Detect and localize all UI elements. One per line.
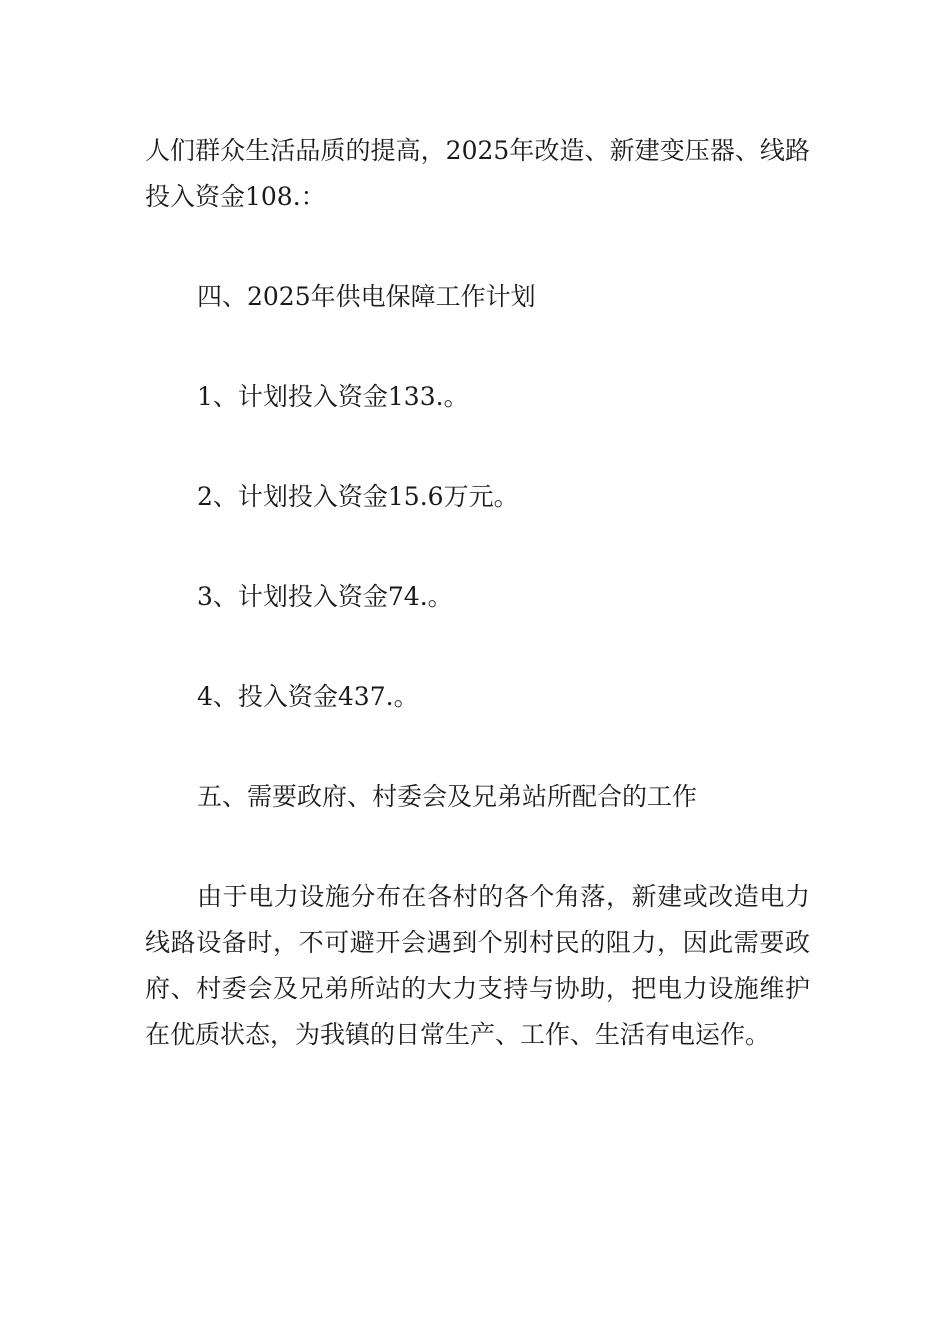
document-body <box>145 128 810 1058</box>
paragraph-continuation: 人们群众生活品质的提高，2025年改造、新建变压器、线路投入资金108.： <box>145 136 810 211</box>
plan-item-4: 4、投入资金437.。 <box>197 682 419 711</box>
paragraph-cooperation: 由于电力设施分布在各村的各个角落，新建或改造电力线路设备时，不可避开会遇到个别村民的阻力，因此需要政府、村委会及兄弟所站的大力支持与协助，把电力设施维护在优质状态，为我镇的日常生产、工作、生活有电运作。 <box>145 882 810 1049</box>
section-heading-four: 四、2025年供电保障工作计划 <box>197 282 536 311</box>
section-heading-five: 五、需要政府、村委会及兄弟站所配合的工作 <box>197 782 698 811</box>
plan-item-1: 1、计划投入资金133.。 <box>197 382 469 411</box>
plan-item-3: 3、计划投入资金74.。 <box>197 582 453 611</box>
plan-item-2: 2、计划投入资金15.6万元。 <box>197 482 519 511</box>
